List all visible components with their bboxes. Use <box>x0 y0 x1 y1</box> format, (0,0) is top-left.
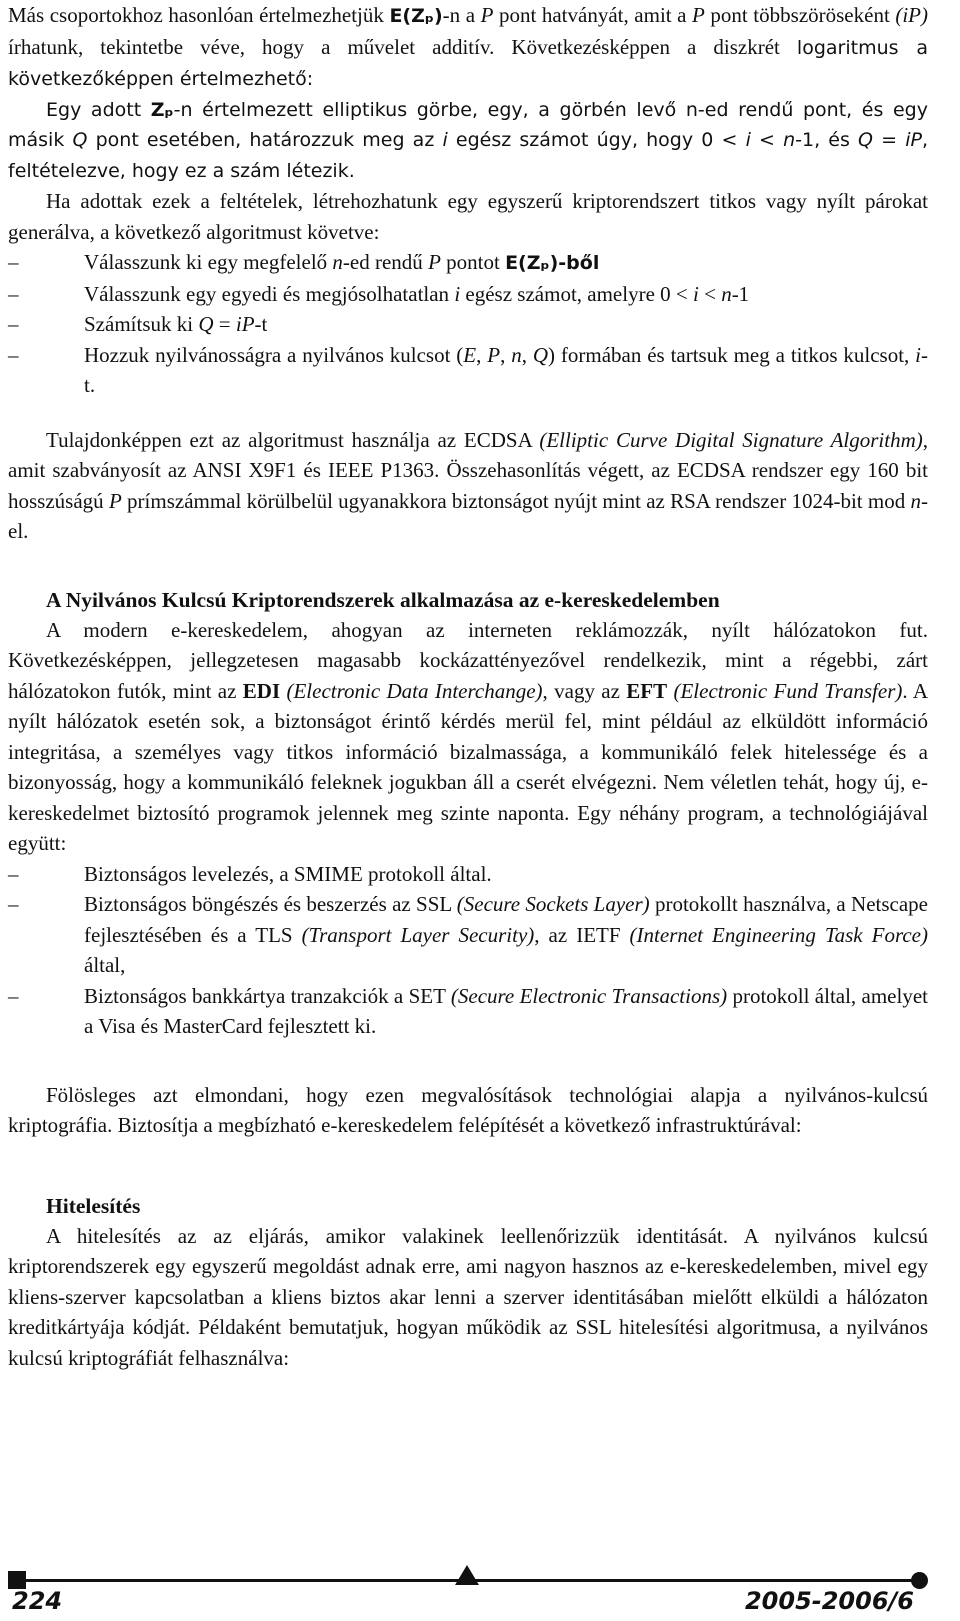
list-item: – Számítsuk ki Q = iP-t <box>8 309 928 340</box>
document-page <box>8 0 928 1373</box>
algorithm-step-list <box>8 247 928 401</box>
section-heading-ecommerce: A Nyilvános Kulcsú Kriptorendszerek alkalmazása az e-kereskedelemben <box>46 587 720 612</box>
intro-paragraph-3: Ha adottak ezek a feltételek, létrehozhatunk egy egyszerű kriptorendszert titkos vagy nyílt párokat generálva, a következő algoritmust követve: <box>8 189 928 244</box>
dash-bullet: – <box>8 861 19 886</box>
dash-bullet: – <box>8 892 19 916</box>
dash-bullet: – <box>8 250 19 274</box>
program-list <box>8 859 928 1042</box>
issue-label: 2005-2006/6 <box>744 1587 914 1615</box>
page-number: 224 <box>12 1587 63 1615</box>
list-item: – Válasszunk egy egyedi és megjósolhatatlan i egész számot, amelyre 0 < i < n-1 <box>8 279 928 310</box>
list-item: – Hozzuk nyilvánosságra a nyilvános kulcsot (E, P, n, Q) formában és tartsuk meg a titkos kulcsot, i-t. <box>8 340 928 401</box>
intro-paragraph-1: Más csoportokhoz hasonlóan értelmezhetjük E(Zₚ)-n a P pont hatványát, amit a P pont többszöröseként (iP) írhatunk, tekintetbe véve, hogy a művelet additív. Következésképpen a diszkrét logaritmus a következőképpen értelmezhető: <box>8 3 928 90</box>
dash-bullet: – <box>8 342 19 367</box>
ecommerce-paragraph: A modern e-kereskedelem, ahogyan az interneten reklámozzák, nyílt hálózatokon fut. Következésképpen, jellegzetesen magasabb kockázattényezővel rendelkezik, mint a régebbi, zárt hálózatokon futók, mint az EDI (Electronic Data Interchange), vagy az EFT (Electronic Fund Transfer). A nyílt hálózatok esetén sok, a biztonságot érintő kérdés merül fel, mint például az elküldött információ integritása, a személyes vagy titkos információ bizalmassága, a kommunikáló felek hitelessége és a bizonyosság, hogy a kommunikáló feleknek jogukban áll a cserét elvégezni. Nem véletlen tehát, hogy új, e-kereskedelmet biztosító programok jelennek meg szinte naponta. Egy néhány program, a technológiájával együtt: <box>8 617 928 855</box>
ecdsa-paragraph: Tulajdonképpen ezt az algoritmust használja az ECDSA (Elliptic Curve Digital Signature Algorithm), amit szabványosít az ANSI X9F1 és IEEE P1363. Összehasonlítás végett, az ECDSA rendszer egy 160 bit hosszúságú P prímszámmal körülbelül ugyanakkora biztonságot nyújt mint az RSA rendszer 1024-bit mod n-el. <box>8 427 928 543</box>
page-footer <box>8 1563 928 1621</box>
dash-bullet: – <box>8 281 19 306</box>
list-item: – Biztonságos bankkártya tranzakciók a SET (Secure Electronic Transactions) protokoll által, amelyet a Visa és MasterCard fejlesztett ki. <box>8 981 928 1042</box>
list-item: – Biztonságos böngészés és beszerzés az SSL (Secure Sockets Layer) protokollt használva, a Netscape fejlesztésében és a TLS (Transport Layer Security), az IETF (Internet Engineering Task Force) által, <box>8 889 928 981</box>
list-item: – Válasszunk ki egy megfelelő n-ed rendű P pontot E(Zₚ)-ből <box>8 247 928 279</box>
intro-paragraph-2: Egy adott Zₚ-n értelmezett elliptikus görbe, egy, a görbén levő n-ed rendű pont, és egy másik Q pont esetében, határozzuk meg az i egész számot úgy, hogy 0 < i < n-1, és Q = iP, feltételezve, hogy ez a szám létezik. <box>8 98 929 182</box>
dash-bullet: – <box>8 312 19 336</box>
triangle-marker-icon <box>455 1565 479 1585</box>
dash-bullet: – <box>8 983 19 1008</box>
conclusion-paragraph: Fölösleges azt elmondani, hogy ezen megvalósítások technológiai alapja a nyilvános-kulcsú kriptográfia. Biztosítja a megbízható e-kereskedelem felépítését a következő infrastruktúrával: <box>8 1082 928 1137</box>
section-heading-authentication: Hitelesítés <box>46 1193 141 1218</box>
authentication-paragraph: A hitelesítés az az eljárás, amikor valakinek leellenőrizzük identitását. A nyilvános kulcsú kriptorendszerek egy egyszerű megoldást adnak erre, ami nagyon hasznos az e-kereskedelemben, mivel egy kliens-szerver kapcsolatban a kliens biztos akar lenni a szerver identitásában mielőtt elküldi a hálózaton kreditkártyája kódját. Példaként bemutatjuk, hogyan működik az SSL hitelesítési algoritmusa, a nyilvános kulcsú kriptográfiát felhasználva: <box>8 1223 928 1370</box>
list-item: – Biztonságos levelezés, a SMIME protokoll által. <box>8 859 928 890</box>
